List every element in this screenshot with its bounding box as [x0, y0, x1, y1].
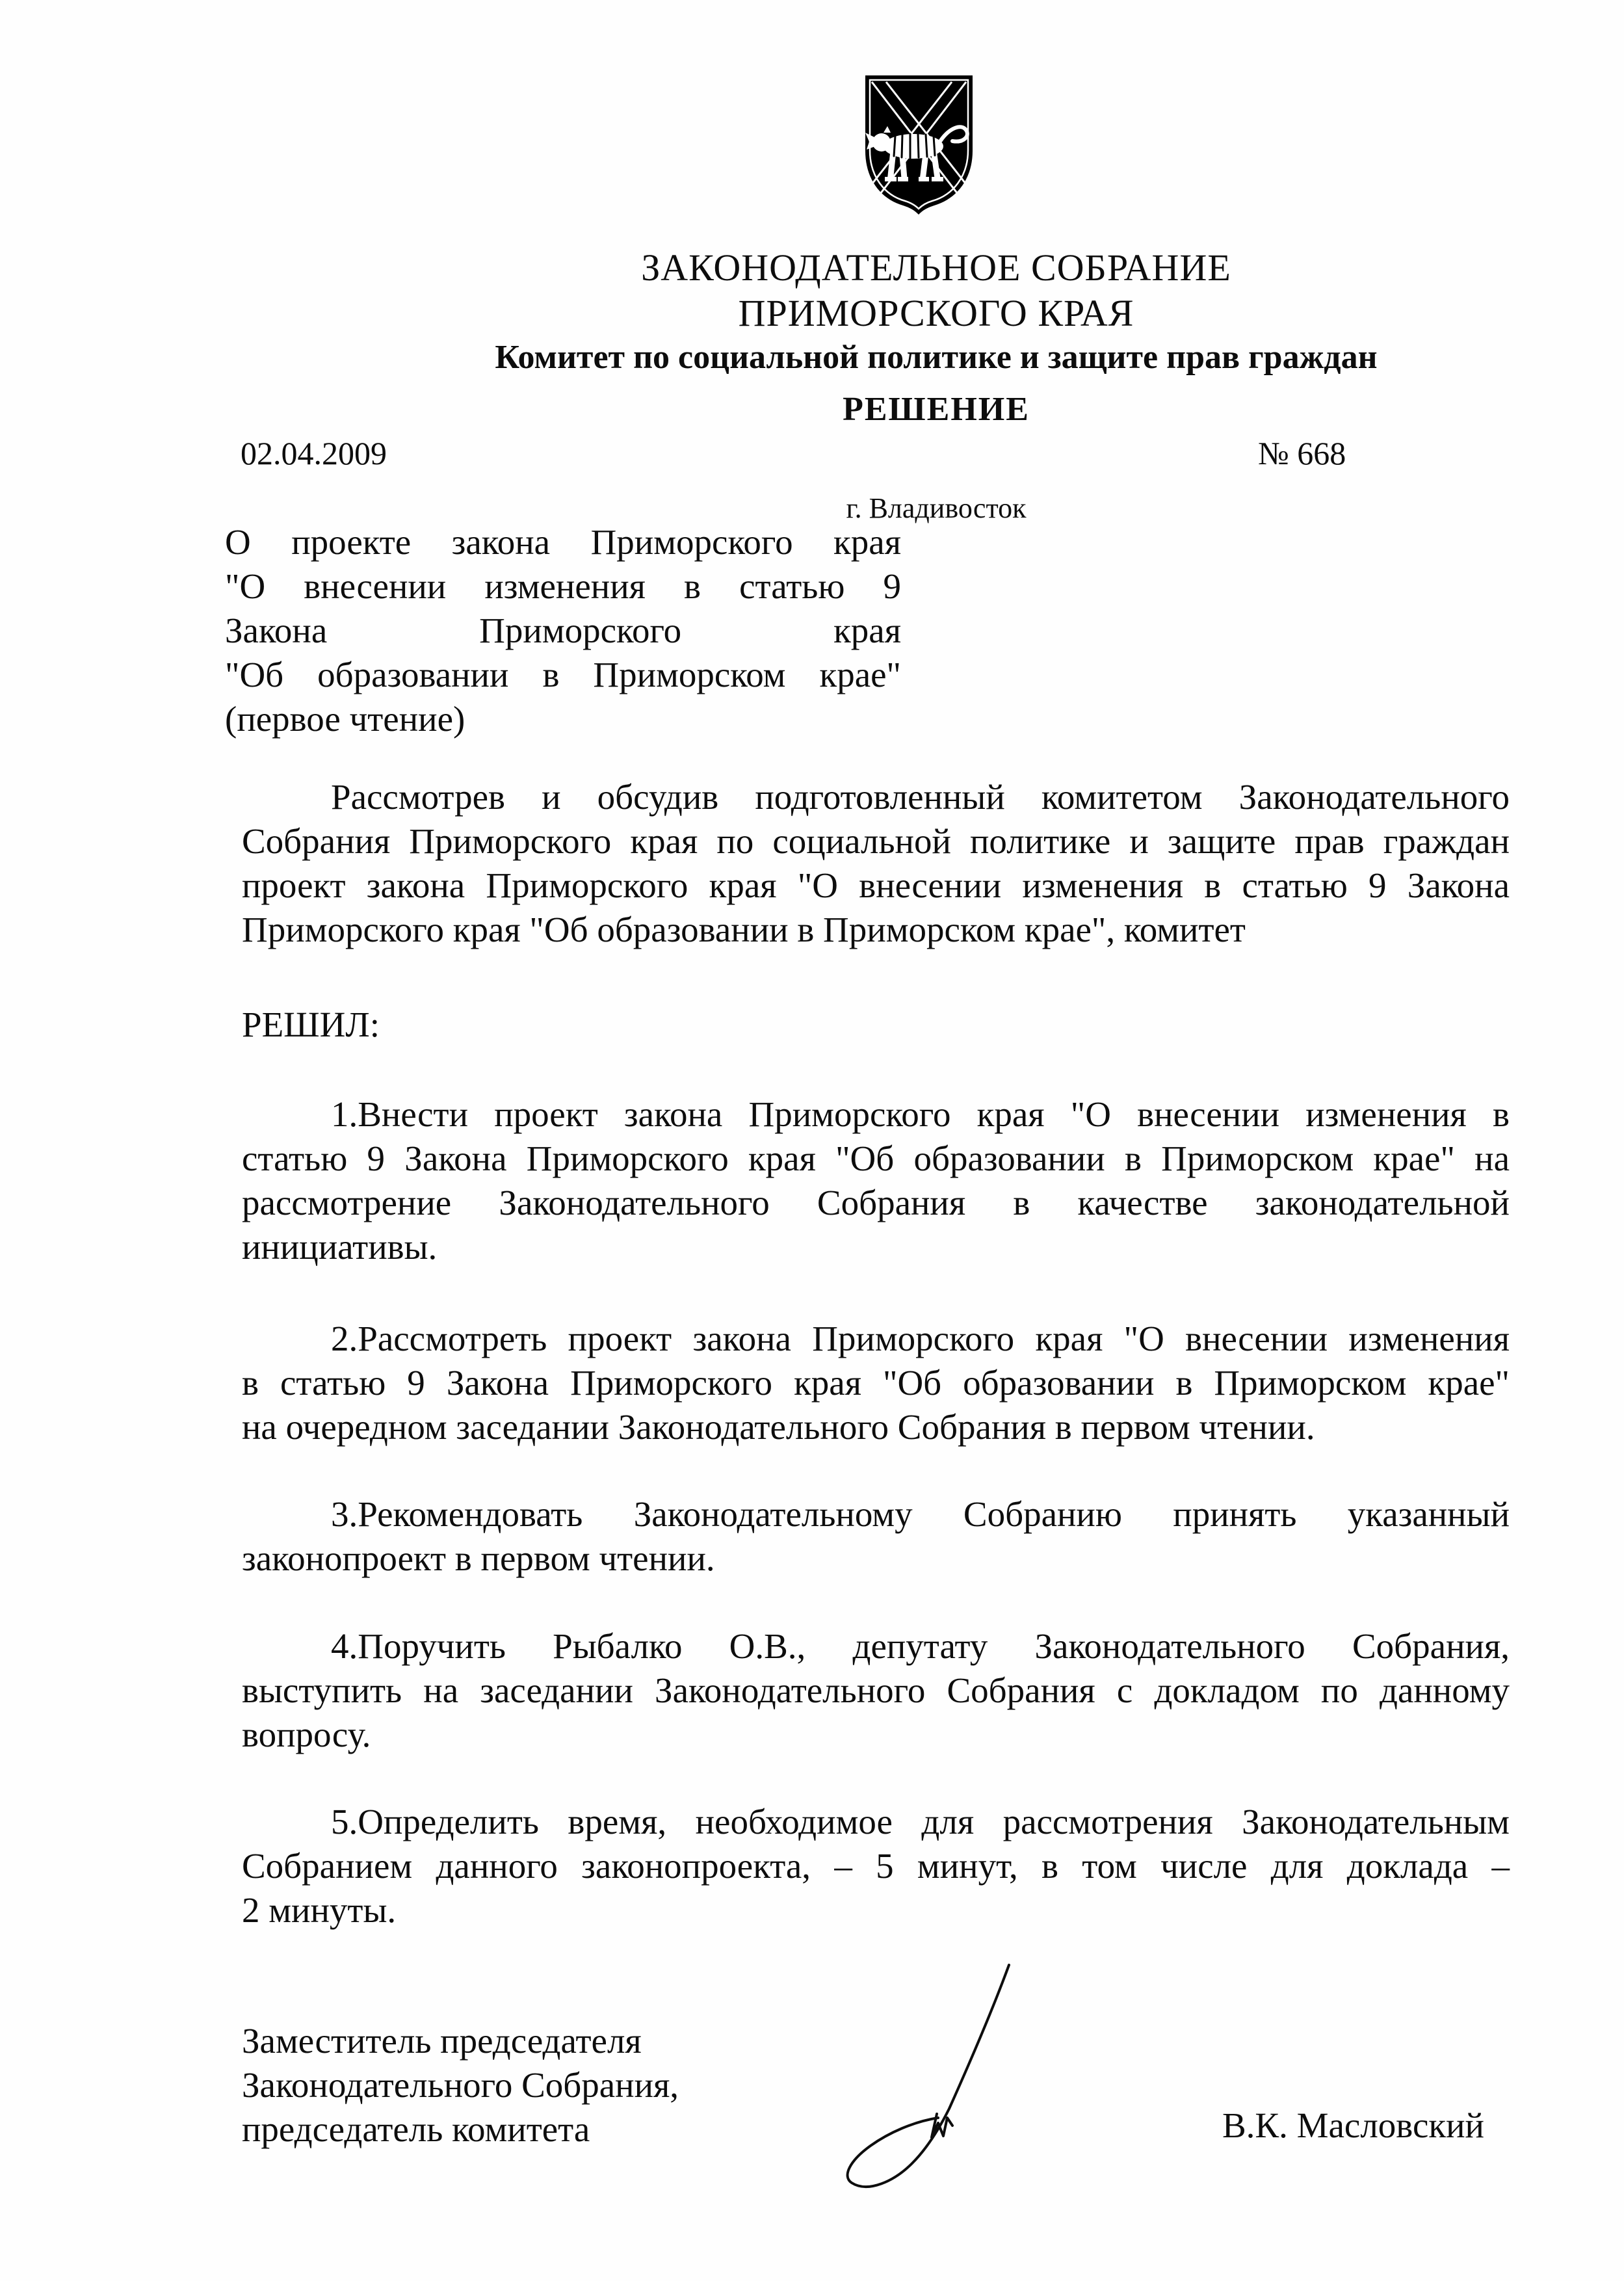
subject-line: О проекте закона Приморского края	[225, 522, 901, 562]
paragraph-line: 2.Рассмотреть проект закона Приморского края "О внесении изменения	[331, 1319, 1510, 1358]
document-type-title: РЕШЕНИЕ	[843, 391, 1030, 428]
paragraph-line: статью 9 Закона Приморского края "Об образовании в Приморском крае" на	[242, 1139, 1510, 1178]
signer-name: В.К. Масловский	[1222, 2105, 1484, 2145]
paragraph-line: 4.Поручить Рыбалко О.В., депутату Законодательного Собрания,	[331, 1626, 1510, 1666]
paragraph-line: Собрания Приморского края по социальной политике и защите прав граждан	[242, 821, 1510, 861]
preamble-paragraph	[242, 775, 1510, 952]
resolution-item-5	[242, 1800, 1510, 1932]
handwritten-signature	[816, 1954, 1030, 2195]
paragraph-line: на очередном заседании Законодательного Собрания в первом чтении.	[242, 1407, 1315, 1447]
resolution-item-1	[242, 1092, 1510, 1269]
resolution-item-2	[242, 1317, 1510, 1449]
paragraph-line: инициативы.	[242, 1227, 438, 1267]
subject-line: "Об образовании в Приморском крае"	[225, 655, 901, 694]
paragraph-line: выступить на заседании Законодательного Собрания с докладом по данному	[242, 1670, 1510, 1710]
document-date: 02.04.2009	[241, 435, 387, 471]
emblem	[861, 73, 976, 215]
signer-post-line: Заместитель председателя	[242, 2021, 642, 2061]
signer-post-line: Законодательного Собрания,	[242, 2065, 679, 2105]
paragraph-line: вопросу.	[242, 1715, 371, 1754]
subject-block	[225, 520, 901, 741]
document-number: № 668	[1258, 435, 1346, 471]
paragraph-line: 3.Рекомендовать Законодательному Собранию принять указанный	[331, 1494, 1510, 1534]
paragraph-line: рассмотрение Законодательного Собрания в качестве законодательной	[242, 1183, 1510, 1222]
paragraph-line: в статью 9 Закона Приморского края "Об образовании в Приморском крае"	[242, 1363, 1510, 1403]
primorsky-krai-coat-of-arms-icon	[861, 73, 976, 215]
handwritten-signature-icon	[816, 1954, 1030, 2195]
paragraph-line: Рассмотрев и обсудив подготовленный комитетом Законодательного	[331, 777, 1510, 817]
org-name-line2: ПРИМОРСКОГО КРАЯ	[738, 292, 1134, 334]
committee-name: Комитет по социальной политике и защите прав граждан	[495, 339, 1378, 376]
paragraph-line: 5.Определить время, необходимое для рассмотрения Законодательным	[331, 1802, 1510, 1841]
paragraph-line: Собранием данного законопроекта, – 5 минут, в том числе для доклада –	[242, 1846, 1510, 1886]
paragraph-line: законопроект в первом чтении.	[242, 1538, 715, 1578]
signer-post-line: председатель комитета	[242, 2109, 590, 2149]
subject-line: "О внесении изменения в статью 9	[225, 566, 901, 606]
resolution-item-4	[242, 1624, 1510, 1757]
paragraph-line: 1.Внести проект закона Приморского края "О внесении изменения в	[331, 1094, 1510, 1134]
signer-post	[242, 2019, 679, 2152]
city-line: г. Владивосток	[846, 492, 1027, 524]
subject-line: Закона Приморского края	[225, 611, 901, 650]
paragraph-line: Приморского края "Об образовании в Приморском крае", комитет	[242, 910, 1246, 949]
org-name-line1: ЗАКОНОДАТЕЛЬНОЕ СОБРАНИЕ	[641, 246, 1231, 289]
resolution-item-3	[242, 1492, 1510, 1581]
paragraph-line: 2 минуты.	[242, 1890, 397, 1930]
resolved-heading: РЕШИЛ:	[242, 1005, 380, 1044]
paragraph-line: проект закона Приморского края "О внесении изменения в статью 9 Закона	[242, 865, 1510, 905]
subject-line: (первое чтение)	[225, 699, 465, 739]
